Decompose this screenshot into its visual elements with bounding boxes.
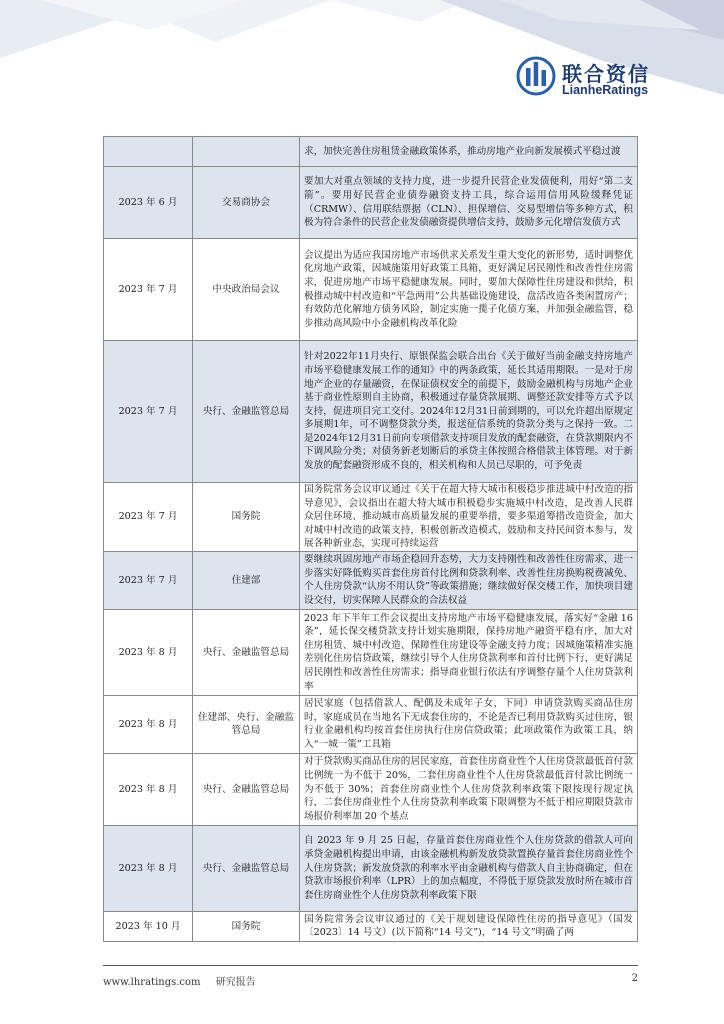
table-row [104,551,638,609]
event-organization: 中央政治局会议 [193,239,300,341]
event-organization: 央行、金融监管总局 [193,341,300,483]
event-organization: 国务院 [193,911,300,941]
table-row [104,167,638,239]
event-organization: 住建部 [193,551,300,609]
table-row [104,483,638,552]
policy-events-table [103,136,638,942]
event-description: 国务院常务会议审议通过《关于在超大特大城市积极稳步推进城中村改造的指导意见》，会议指出在超大特大城市积极稳步实施城中村改造，是改善人民群众居住环境、推动城市高质量发展的重要举措，要多渠道筹措改造资金，加大对城中村改造的政策支持，积极创新改造模式，鼓励和支持民间资本参与，发展各种新业态，实现可持续运营 [300,483,638,552]
event-description: 对于贷款购买商品住房的居民家庭，首套住房商业性个人住房贷款最低首付款比例统一为不低于 20%，二套住房商业性个人住房贷款最低首付款比例统一为不低于 30%；首套住房商业性个人住房贷款利率政策下限按现行规定执行，二套住房商业性个人住房贷款利率政策下限调整为不低于相应期限贷款市场报价利率加 20 个基点 [300,753,638,825]
event-date: 2023 年 8 月 [104,609,193,695]
footer-report-type: 研究报告 [215,977,256,988]
table-row [104,911,638,941]
event-date: 2023 年 10 月 [104,911,193,941]
table-row [104,753,638,825]
event-date: 2023 年 8 月 [104,825,193,911]
logo-english-name: LianheRatings [562,83,649,97]
event-date: 2023 年 7 月 [104,483,193,552]
event-organization: 央行、金融监管总局 [193,825,300,911]
table-row [104,137,638,167]
page-number: 2 [631,973,638,984]
event-date: 2023 年 8 月 [104,753,193,825]
event-date: 2023 年 7 月 [104,341,193,483]
footer-website-link[interactable]: www.lhratings.com [103,977,201,988]
event-date: 2023 年 7 月 [104,239,193,341]
event-date [104,137,193,167]
event-description: 自 2023 年 9 月 25 日起，存量首套住房商业性个人住房贷款的借款人可向承贷金融机构提出申请，由该金融机构新发放贷款置换存量首套住房商业性个人住房贷款；新发放贷款的利率水平由金融机构与借款人自主协商确定，但在贷款市场报价利率（LPR）上的加点幅度，不得低于原贷款发放时所在城市首套住房商业性个人住房贷款利率政策下限 [300,825,638,911]
event-description: 要继续巩固房地产市场企稳回升态势，大力支持刚性和改善性住房需求，进一步落实好降低购买首套住房首付比例和贷款利率、改善性住房换购税费减免、个人住房贷款“认房不用认贷”等政策措施；继续做好保交楼工作，加快项目建设交付，切实保障人民群众的合法权益 [300,551,638,609]
event-organization: 国务院 [193,483,300,552]
event-organization: 央行、金融监管总局 [193,753,300,825]
table-row [104,341,638,483]
event-organization: 住建部、央行、金融监管总局 [193,695,300,753]
footer-divider [103,965,638,966]
event-description: 国务院常务会议审议通过的《关于规划建设保障性住房的指导意见》（国发〔2023〕14 号文）(以下简称“14 号文”)，“14 号文”明确了两 [300,911,638,941]
table-row [104,239,638,341]
logo-chinese-name: 联合资信 [562,62,650,86]
event-date: 2023 年 7 月 [104,551,193,609]
event-description: 要加大对重点领域的支持力度，进一步提升民营企业发债便利，用好“第二支箭”。要用好民营企业债券融资支持工具，综合运用信用风险缓释凭证（CRMW）、信用联结票据（CLN）、担保增信、交易型增信等多种方式，积极为符合条件的民营企业发债融资提供增信支持，鼓励多元化增信发债方式 [300,167,638,239]
event-description: 会议提出为适应我国房地产市场供求关系发生重大变化的新形势，适时调整优化房地产政策，因城施策用好政策工具箱，更好满足居民刚性和改善性住房需求，促进房地产市场平稳健康发展。同时，要加大保障性住房建设和供给，积极推动城中村改造和“平急两用”公共基础设施建设，盘活改造各类闲置房产；有效防范化解地方债务风险，制定实施一揽子化债方案，并加强金融监管，稳步推动高风险中小金融机构改革化险 [300,239,638,341]
event-organization: 交易商协会 [193,167,300,239]
event-description: 求，加快完善住房租赁金融政策体系，推动房地产业向新发展模式平稳过渡 [300,137,638,167]
event-date: 2023 年 6 月 [104,167,193,239]
event-description: 针对2022年11月央行、原银保监会联合出台《关于做好当前金融支持房地产市场平稳健康发展工作的通知》中的两条政策，延长其适用期限。一是对于房地产企业的存量融资，在保证债权安全的前提下，鼓励金融机构与房地产企业基于商业性原则自主协商，积极通过存量贷款展期、调整还款安排等方式予以支持，促进项目完工交付。2024年12月31日前到期的，可以允许超出原规定多展期1年，可不调整贷款分类，报送征信系统的贷款分类与之保持一致。二是2024年12月31日前向专项借款支持项目发放的配套融资，在贷款期限内不下调风险分类；对债务新老划断后的承贷主体按照合格借款主体管理。对于新发放的配套融资形成不良的，相关机构和人员已尽职的，可予免责 [300,341,638,483]
event-organization: 央行、金融监管总局 [193,609,300,695]
table-row [104,825,638,911]
event-description: 2023 年下半年工作会议提出支持房地产市场平稳健康发展，落实好“金融 16 条”，延长保交楼贷款支持计划实施期限，保持房地产融资平稳有序，加大对住房租赁、城中村改造、保障性住房建设等金融支持力度；因城施策精准实施差别化住房信贷政策，继续引导个人住房贷款利率和首付比例下行，更好满足居民刚性和改善性住房需求；指导商业银行依法有序调整存量个人住房贷款利率 [300,609,638,695]
footer-info [103,973,268,988]
event-organization [193,137,300,167]
table-row [104,609,638,695]
event-date: 2023 年 8 月 [104,695,193,753]
lianhe-logo-icon [516,56,556,96]
table-row [104,695,638,753]
event-description: 居民家庭（包括借款人、配偶及未成年子女，下同）申请贷款购买商品住房时，家庭成员在当地名下无成套住房的，不论是否已利用贷款购买过住房，银行业金融机构均按首套住房执行住房信贷政策；此项政策作为政策工具，纳入“一城一策”工具箱 [300,695,638,753]
brand-logo [516,56,716,100]
